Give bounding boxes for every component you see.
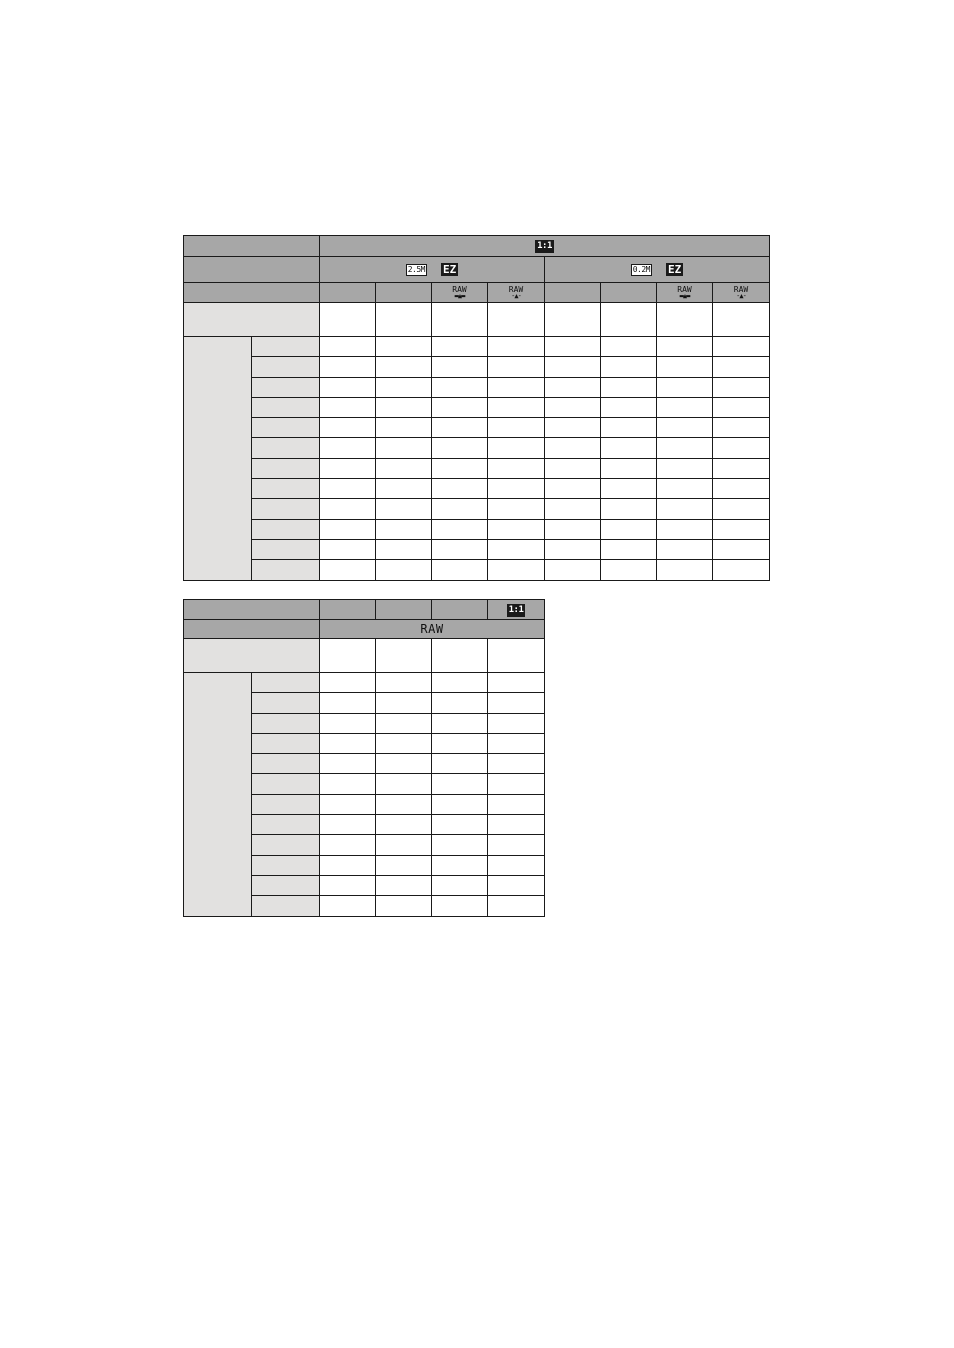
value-cell bbox=[488, 479, 545, 499]
value-cell bbox=[376, 815, 432, 835]
value-cell bbox=[320, 835, 376, 855]
header-cell bbox=[376, 600, 432, 620]
value-cell bbox=[488, 418, 545, 438]
value-cell bbox=[545, 438, 601, 458]
value-cell bbox=[488, 397, 545, 417]
value-cell bbox=[545, 458, 601, 478]
value-cell bbox=[601, 418, 657, 438]
value-cell bbox=[488, 733, 545, 753]
row-label-cell bbox=[252, 794, 320, 814]
header-label-cell bbox=[184, 236, 320, 257]
row-label-cell bbox=[252, 337, 320, 357]
value-cell bbox=[657, 303, 713, 337]
value-cell bbox=[601, 377, 657, 397]
quality-header-cell bbox=[432, 283, 488, 303]
raw-label: RAW bbox=[733, 284, 749, 294]
value-cell bbox=[545, 418, 601, 438]
value-cell bbox=[432, 539, 488, 559]
raw-quality-icon: RAW bbox=[420, 622, 444, 636]
value-cell bbox=[657, 337, 713, 357]
value-cell bbox=[488, 896, 545, 916]
value-cell bbox=[657, 539, 713, 559]
value-cell bbox=[376, 673, 432, 693]
value-cell bbox=[657, 377, 713, 397]
row-label-cell bbox=[252, 499, 320, 519]
value-cell bbox=[376, 733, 432, 753]
value-cell bbox=[320, 693, 376, 713]
row-label-cell bbox=[184, 303, 320, 337]
quality-header bbox=[320, 620, 545, 639]
value-cell bbox=[432, 357, 488, 377]
value-cell bbox=[488, 673, 545, 693]
value-cell bbox=[657, 357, 713, 377]
value-cell bbox=[376, 519, 432, 539]
quality-bar-icon: -▲- bbox=[511, 291, 521, 300]
table-row bbox=[184, 458, 770, 478]
value-cell bbox=[320, 794, 376, 814]
raw-quality-icon bbox=[509, 286, 523, 300]
row-label-cell bbox=[252, 397, 320, 417]
value-cell bbox=[713, 560, 770, 580]
row-label-cell bbox=[252, 418, 320, 438]
value-cell bbox=[545, 357, 601, 377]
table-row bbox=[184, 539, 770, 559]
value-cell bbox=[713, 499, 770, 519]
picture-size-icon: 0.2M bbox=[632, 264, 650, 274]
value-cell bbox=[432, 397, 488, 417]
value-cell bbox=[320, 539, 376, 559]
value-cell bbox=[376, 479, 432, 499]
row-label-cell bbox=[252, 754, 320, 774]
value-cell bbox=[376, 458, 432, 478]
row-label-cell bbox=[252, 774, 320, 794]
value-cell bbox=[488, 438, 545, 458]
value-cell bbox=[545, 499, 601, 519]
row-label-cell bbox=[184, 639, 320, 673]
value-cell bbox=[488, 377, 545, 397]
table-row bbox=[184, 479, 770, 499]
value-cell bbox=[320, 303, 376, 337]
row-group-label bbox=[184, 337, 252, 581]
value-cell bbox=[376, 303, 432, 337]
row-label-cell bbox=[252, 479, 320, 499]
quality-header-cell bbox=[376, 283, 432, 303]
value-cell bbox=[657, 397, 713, 417]
picture-size-group-2 bbox=[545, 257, 770, 283]
value-cell bbox=[713, 397, 770, 417]
table-row bbox=[184, 499, 770, 519]
header-label-cell bbox=[184, 620, 320, 639]
value-cell bbox=[713, 479, 770, 499]
table-row bbox=[184, 438, 770, 458]
table-row bbox=[184, 418, 770, 438]
quality-bar-icon: ▬▲▬ bbox=[679, 291, 690, 300]
row-label-cell bbox=[252, 458, 320, 478]
value-cell bbox=[488, 794, 545, 814]
value-cell bbox=[376, 855, 432, 875]
value-cell bbox=[657, 499, 713, 519]
value-cell bbox=[545, 539, 601, 559]
value-cell bbox=[601, 357, 657, 377]
value-cell bbox=[320, 418, 376, 438]
value-cell bbox=[432, 855, 488, 875]
value-cell bbox=[320, 896, 376, 916]
quality-bar-icon: -▲- bbox=[736, 291, 746, 300]
value-cell bbox=[601, 539, 657, 559]
value-cell bbox=[432, 303, 488, 337]
value-cell bbox=[376, 397, 432, 417]
aspect-1-1-icon: 1:1 bbox=[508, 604, 524, 615]
quality-header-cell bbox=[657, 283, 713, 303]
row-group-label bbox=[184, 673, 252, 917]
value-cell bbox=[488, 774, 545, 794]
row-label-cell bbox=[252, 713, 320, 733]
value-cell bbox=[713, 539, 770, 559]
recording-capacity-table-top bbox=[183, 235, 770, 581]
value-cell bbox=[601, 560, 657, 580]
value-cell bbox=[376, 693, 432, 713]
value-cell bbox=[376, 754, 432, 774]
header-cell bbox=[320, 600, 376, 620]
quality-header-cell bbox=[545, 283, 601, 303]
picture-size-group-1 bbox=[320, 257, 545, 283]
value-cell bbox=[488, 835, 545, 855]
value-cell bbox=[488, 303, 545, 337]
aspect-1-1-icon: 1:1 bbox=[537, 241, 552, 251]
quality-bar-icon: ▬▲▬ bbox=[454, 291, 465, 300]
value-cell bbox=[432, 835, 488, 855]
row-label-cell bbox=[252, 875, 320, 895]
recording-capacity-table-bottom bbox=[183, 599, 545, 917]
value-cell bbox=[432, 713, 488, 733]
value-cell bbox=[320, 673, 376, 693]
value-cell bbox=[376, 377, 432, 397]
value-cell bbox=[432, 479, 488, 499]
value-cell bbox=[657, 418, 713, 438]
value-cell bbox=[432, 896, 488, 916]
raw-quality-icon bbox=[452, 286, 466, 300]
value-cell bbox=[320, 774, 376, 794]
table-row bbox=[184, 397, 770, 417]
value-cell bbox=[376, 438, 432, 458]
value-cell bbox=[320, 377, 376, 397]
value-cell bbox=[432, 673, 488, 693]
header-label-cell bbox=[184, 283, 320, 303]
value-cell bbox=[320, 337, 376, 357]
value-cell bbox=[713, 458, 770, 478]
value-cell bbox=[713, 519, 770, 539]
value-cell bbox=[713, 418, 770, 438]
value-cell bbox=[488, 458, 545, 478]
value-cell bbox=[657, 560, 713, 580]
value-cell bbox=[320, 499, 376, 519]
row-label-cell bbox=[252, 539, 320, 559]
value-cell bbox=[713, 337, 770, 357]
value-cell bbox=[376, 794, 432, 814]
row-label-cell bbox=[252, 896, 320, 916]
value-cell bbox=[601, 519, 657, 539]
row-label-cell bbox=[252, 357, 320, 377]
value-cell bbox=[657, 519, 713, 539]
row-label-cell bbox=[252, 835, 320, 855]
value-cell bbox=[488, 639, 545, 673]
value-cell bbox=[320, 639, 376, 673]
value-cell bbox=[713, 438, 770, 458]
value-cell bbox=[713, 303, 770, 337]
value-cell bbox=[376, 896, 432, 916]
value-cell bbox=[432, 693, 488, 713]
value-cell bbox=[320, 713, 376, 733]
value-cell bbox=[376, 639, 432, 673]
table-row bbox=[184, 560, 770, 580]
value-cell bbox=[432, 774, 488, 794]
value-cell bbox=[601, 458, 657, 478]
value-cell bbox=[320, 438, 376, 458]
quality-header-cell bbox=[488, 283, 545, 303]
value-cell bbox=[320, 357, 376, 377]
value-cell bbox=[376, 337, 432, 357]
value-cell bbox=[432, 794, 488, 814]
value-cell bbox=[713, 357, 770, 377]
header-cell bbox=[432, 600, 488, 620]
value-cell bbox=[601, 499, 657, 519]
value-cell bbox=[320, 519, 376, 539]
aspect-ratio-header bbox=[320, 236, 770, 257]
value-cell bbox=[657, 479, 713, 499]
value-cell bbox=[488, 560, 545, 580]
aspect-ratio-header bbox=[488, 600, 545, 620]
value-cell bbox=[376, 875, 432, 895]
row-label-cell bbox=[252, 560, 320, 580]
value-cell bbox=[545, 377, 601, 397]
value-cell bbox=[545, 303, 601, 337]
value-cell bbox=[376, 560, 432, 580]
value-cell bbox=[376, 357, 432, 377]
row-label-cell bbox=[252, 377, 320, 397]
value-cell bbox=[320, 397, 376, 417]
value-cell bbox=[601, 438, 657, 458]
value-cell bbox=[376, 499, 432, 519]
value-cell bbox=[488, 337, 545, 357]
value-cell bbox=[320, 560, 376, 580]
value-cell bbox=[432, 519, 488, 539]
value-cell bbox=[432, 499, 488, 519]
value-cell bbox=[488, 754, 545, 774]
value-cell bbox=[432, 438, 488, 458]
header-label-cell bbox=[184, 257, 320, 283]
value-cell bbox=[376, 418, 432, 438]
value-cell bbox=[320, 754, 376, 774]
value-cell bbox=[601, 479, 657, 499]
value-cell bbox=[601, 303, 657, 337]
quality-header-cell bbox=[320, 283, 376, 303]
raw-label: RAW bbox=[677, 284, 692, 294]
row-label-cell bbox=[252, 733, 320, 753]
table-row bbox=[184, 377, 770, 397]
value-cell bbox=[432, 560, 488, 580]
value-cell bbox=[432, 815, 488, 835]
value-cell bbox=[320, 458, 376, 478]
header-label-cell bbox=[184, 600, 320, 620]
raw-quality-icon bbox=[677, 286, 691, 300]
value-cell bbox=[488, 855, 545, 875]
value-cell bbox=[432, 754, 488, 774]
raw-label: RAW bbox=[452, 284, 467, 294]
value-cell bbox=[376, 539, 432, 559]
table-row bbox=[184, 337, 770, 357]
value-cell bbox=[545, 337, 601, 357]
value-cell bbox=[432, 377, 488, 397]
value-cell bbox=[545, 479, 601, 499]
value-cell bbox=[488, 815, 545, 835]
value-cell bbox=[432, 418, 488, 438]
table-row bbox=[184, 357, 770, 377]
row-label-cell bbox=[252, 855, 320, 875]
value-cell bbox=[320, 875, 376, 895]
value-cell bbox=[432, 337, 488, 357]
value-cell bbox=[488, 713, 545, 733]
extended-zoom-icon: EZ bbox=[668, 263, 682, 276]
row-label-cell bbox=[252, 519, 320, 539]
picture-size-icon: 2.5M bbox=[407, 264, 425, 274]
value-cell bbox=[545, 397, 601, 417]
value-cell bbox=[320, 479, 376, 499]
row-label-cell bbox=[252, 815, 320, 835]
table-row bbox=[184, 673, 545, 693]
value-cell bbox=[488, 875, 545, 895]
value-cell bbox=[488, 357, 545, 377]
value-cell bbox=[657, 438, 713, 458]
value-cell bbox=[488, 519, 545, 539]
value-cell bbox=[488, 693, 545, 713]
value-cell bbox=[657, 458, 713, 478]
value-cell bbox=[320, 733, 376, 753]
row-label-cell bbox=[252, 693, 320, 713]
value-cell bbox=[432, 458, 488, 478]
value-cell bbox=[488, 539, 545, 559]
value-cell bbox=[601, 337, 657, 357]
value-cell bbox=[432, 639, 488, 673]
extended-zoom-icon: EZ bbox=[443, 263, 457, 276]
table-row bbox=[184, 519, 770, 539]
quality-header-cell bbox=[713, 283, 770, 303]
value-cell bbox=[376, 835, 432, 855]
raw-quality-icon bbox=[734, 286, 748, 300]
row-label-cell bbox=[252, 673, 320, 693]
value-cell bbox=[320, 855, 376, 875]
value-cell bbox=[713, 377, 770, 397]
value-cell bbox=[545, 560, 601, 580]
value-cell bbox=[488, 499, 545, 519]
value-cell bbox=[320, 815, 376, 835]
raw-label: RAW bbox=[508, 284, 524, 294]
value-cell bbox=[545, 519, 601, 539]
row-label-cell bbox=[252, 438, 320, 458]
value-cell bbox=[376, 774, 432, 794]
value-cell bbox=[432, 875, 488, 895]
value-cell bbox=[601, 397, 657, 417]
value-cell bbox=[376, 713, 432, 733]
value-cell bbox=[432, 733, 488, 753]
quality-header-cell bbox=[601, 283, 657, 303]
